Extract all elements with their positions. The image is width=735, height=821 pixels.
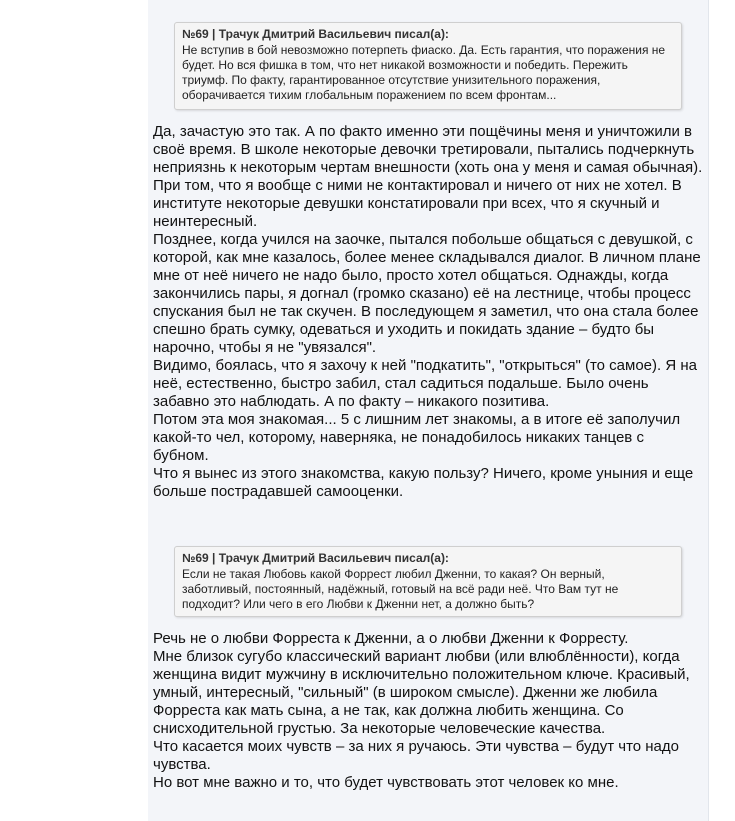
reply-1-paragraph: Позднее, когда учился на заочке, пытался побольше общаться с девушкой, с которой, как мне казалось, более менее складывался диалог. В личном плане мне от неё ничего не надо было, просто хотел общаться. Однажды, когда закончились пары, я догнал (громко сказано) её на лестнице, чтобы процесс спускания был не так скучен. В последующем я заметил, что она стала более спешно брать сумку, одеваться и уходить и покидать здание – будто бы нарочно, чтобы я не "увязался".: [153, 231, 701, 356]
reply-2-paragraph: Речь не о любви Форреста к Дженни, а о любви Дженни к Форресту.: [153, 630, 629, 647]
quote-text-1: Не вступив в бой невозможно потерпеть фиаско. Да. Есть гарантия, что поражения не будет. Но вся фишка в том, что нет никакой возможности и победить. Пережить триумф. По факту, гарантированное отсутствие унизительного поражения, оборачивается тихим глобальным поражением по всем фронтам...: [182, 43, 666, 102]
reply-1-paragraph: Видимо, боялась, что я захочу к ней "подкатить", "открыться" (то самое). Я на неё, естественно, быстро забил, стал садиться подальше. Было очень забавно это наблюдать. А по факту – никакого позитива.: [153, 357, 697, 410]
reply-2-paragraph: Но вот мне важно и то, что будет чувствовать этот человек ко мне.: [153, 774, 619, 791]
reply-text-2: [153, 630, 703, 792]
quote-block-1: [174, 22, 682, 110]
quote-author-2: №69 | Трачук Дмитрий Васильевич писал(а):: [182, 551, 449, 565]
reply-1-paragraph: Что я вынес из этого знакомства, какую пользу? Ничего, кроме уныния и еще больше пострадавшей самооценки.: [153, 465, 694, 500]
author-column: [0, 0, 149, 821]
quote-block-2: [174, 546, 682, 617]
reply-1-paragraph: Да, зачастую это так. А по факто именно эти пощёчины меня и уничтожили в своё время. В школе некоторые девочки третировали, пытались подчеркнуть неприязнь к некоторым чертам внешности (хоть она у меня и самая обычная). При том, что я вообще с ними не контактировал и ничего от них не хотел. В институте некоторые девушки констатировали при всех, что я скучный и неинтересный.: [153, 123, 703, 230]
quote-text-2: Если не такая Любовь какой Форрест любил Дженни, то какая? Он верный, заботливый, постоянный, надёжный, готовый на всё ради неё. Что Вам тут не подходит? Или чего в его Любви к Дженни нет, а должно быть?: [182, 567, 619, 611]
reply-2-paragraph: Что касается моих чувств – за них я ручаюсь. Эти чувства – будут что надо чувства.: [153, 738, 679, 773]
reply-2-paragraph: Мне близок сугубо классический вариант любви (или влюблённости), когда женщина видит мужчину в исключительно положительном ключе. Красивый, умный, интересный, "сильный" (в широком смысле). Дженни же любила Форреста как мать сына, а не так, как должна любить женщина. Со снисходительной грустью. За некоторые человеческие качества.: [153, 648, 690, 737]
reply-1-paragraph: Потом эта моя знакомая... 5 с лишним лет знакомы, а в итоге её заполучил какой-то чел, которому, наверняка, не понадобилось никаких танцев с бубном.: [153, 411, 681, 464]
reply-text-1: [153, 123, 703, 501]
quote-author-1: №69 | Трачук Дмитрий Васильевич писал(а):: [182, 27, 449, 41]
forum-post: [148, 0, 709, 821]
